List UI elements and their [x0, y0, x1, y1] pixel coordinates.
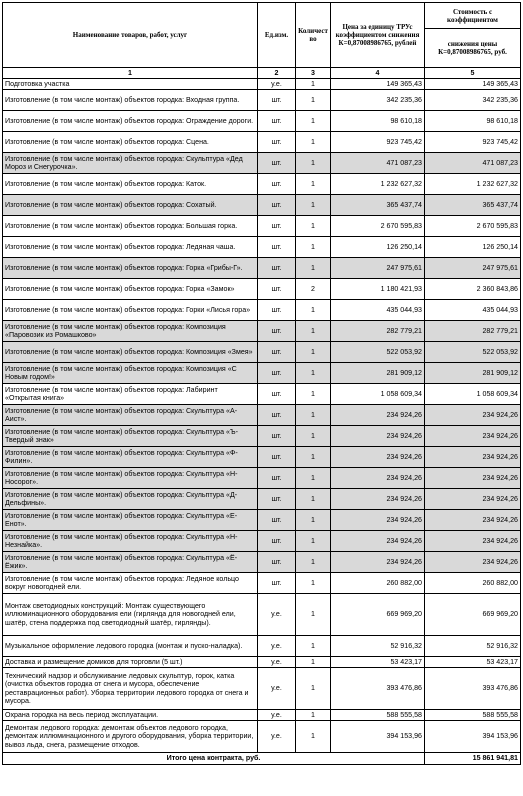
- table-row: [3, 132, 521, 153]
- item-cost: 234 924,26: [425, 426, 521, 447]
- item-unit: шт.: [258, 384, 296, 405]
- item-unit: шт.: [258, 237, 296, 258]
- item-unit: шт.: [258, 531, 296, 552]
- item-cost: 234 924,26: [425, 531, 521, 552]
- item-qty: 1: [296, 342, 331, 363]
- item-name: Демонтаж ледового городка: демонтаж объектов ледового городка, демонтаж иллюминационного и другого оборудования, уборка территории, вывоз льда, снега, размещение отходов.: [3, 721, 258, 753]
- item-cost: 522 053,92: [425, 342, 521, 363]
- item-name: Доставка и размещение домиков для торговли (5 шт.): [3, 657, 258, 668]
- item-name: Изготовление (в том числе монтаж) объектов городка: Скульптура «Н-Носорог».: [3, 468, 258, 489]
- item-qty: 1: [296, 132, 331, 153]
- column-number: 4: [331, 68, 425, 79]
- item-price: 247 975,61: [331, 258, 425, 279]
- total-label: Итого цена контракта, руб.: [3, 753, 425, 765]
- table-row: [3, 363, 521, 384]
- table-row: [3, 426, 521, 447]
- item-name: Изготовление (в том числе монтаж) объектов городка: Скульптура «Н-Незнайка».: [3, 531, 258, 552]
- item-unit: шт.: [258, 426, 296, 447]
- item-price: 669 969,20: [331, 594, 425, 636]
- item-cost: 281 909,12: [425, 363, 521, 384]
- header-cost-group: Стоимость с коэффициентом: [425, 3, 521, 29]
- item-price: 588 555,58: [331, 710, 425, 721]
- table-row: [3, 342, 521, 363]
- table-row: [3, 510, 521, 531]
- item-unit: у.е.: [258, 721, 296, 753]
- item-name: Изготовление (в том числе монтаж) объектов городка: Композиция «С Новым годом!»: [3, 363, 258, 384]
- table-row: [3, 552, 521, 573]
- item-name: Изготовление (в том числе монтаж) объектов городка: Входная группа.: [3, 90, 258, 111]
- item-price: 234 924,26: [331, 468, 425, 489]
- table-row: [3, 384, 521, 405]
- item-price: 98 610,18: [331, 111, 425, 132]
- item-qty: 1: [296, 384, 331, 405]
- item-name: Изготовление (в том числе монтаж) объектов городка: Лабиринт «Открытая книга»: [3, 384, 258, 405]
- item-name: Изготовление (в том числе монтаж) объектов городка: Скульптура «Ф-Филин».: [3, 447, 258, 468]
- item-cost: 669 969,20: [425, 594, 521, 636]
- item-name: Изготовление (в том числе монтаж) объектов городка: Большая горка.: [3, 216, 258, 237]
- item-price: 282 779,21: [331, 321, 425, 342]
- table-row: [3, 174, 521, 195]
- item-name: Изготовление (в том числе монтаж) объектов городка: Скульптура «Д-Дельфины».: [3, 489, 258, 510]
- item-price: 522 053,92: [331, 342, 425, 363]
- item-cost: 260 882,00: [425, 573, 521, 594]
- item-cost: 471 087,23: [425, 153, 521, 174]
- item-name: Подготовка участка: [3, 79, 258, 90]
- item-price: 435 044,93: [331, 300, 425, 321]
- item-price: 1 058 609,34: [331, 384, 425, 405]
- table-row: [3, 79, 521, 90]
- item-qty: 1: [296, 552, 331, 573]
- item-price: 393 476,86: [331, 668, 425, 710]
- table-row: [3, 573, 521, 594]
- item-price: 923 745,42: [331, 132, 425, 153]
- item-unit: шт.: [258, 111, 296, 132]
- item-price: 2 670 595,83: [331, 216, 425, 237]
- item-price: 234 924,26: [331, 447, 425, 468]
- item-unit: шт.: [258, 447, 296, 468]
- item-qty: 1: [296, 153, 331, 174]
- item-qty: 1: [296, 710, 331, 721]
- item-name: Изготовление (в том числе монтаж) объектов городка: Каток.: [3, 174, 258, 195]
- item-name: Изготовление (в том числе монтаж) объектов городка: Композиция «Змея»: [3, 342, 258, 363]
- table-row: [3, 405, 521, 426]
- item-qty: 1: [296, 573, 331, 594]
- table-row: [3, 668, 521, 710]
- column-number: 5: [425, 68, 521, 79]
- item-name: Изготовление (в том числе монтаж) объектов городка: Скульптура «Ъ-Твердый знак»: [3, 426, 258, 447]
- item-cost: 1 058 609,34: [425, 384, 521, 405]
- item-cost: 393 476,86: [425, 668, 521, 710]
- item-name: Изготовление (в том числе монтаж) объектов городка: Горки «Лисья гора»: [3, 300, 258, 321]
- item-cost: 234 924,26: [425, 405, 521, 426]
- item-qty: 1: [296, 426, 331, 447]
- item-name: Изготовление (в том числе монтаж) объектов городка: Сцена.: [3, 132, 258, 153]
- item-qty: 1: [296, 405, 331, 426]
- item-price: 234 924,26: [331, 426, 425, 447]
- item-unit: шт.: [258, 216, 296, 237]
- item-cost: 923 745,42: [425, 132, 521, 153]
- column-number: 2: [258, 68, 296, 79]
- item-unit: шт.: [258, 153, 296, 174]
- item-cost: 588 555,58: [425, 710, 521, 721]
- item-unit: у.е.: [258, 636, 296, 657]
- item-name: Изготовление (в том числе монтаж) объектов городка: Сохатый.: [3, 195, 258, 216]
- table-row: [3, 594, 521, 636]
- table-row: [3, 531, 521, 552]
- item-cost: 282 779,21: [425, 321, 521, 342]
- item-price: 281 909,12: [331, 363, 425, 384]
- header-unit: Ед.изм.: [258, 3, 296, 68]
- item-qty: 1: [296, 79, 331, 90]
- item-unit: шт.: [258, 552, 296, 573]
- item-price: 234 924,26: [331, 405, 425, 426]
- item-price: 471 087,23: [331, 153, 425, 174]
- item-cost: 1 232 627,32: [425, 174, 521, 195]
- column-number: 1: [3, 68, 258, 79]
- item-unit: у.е.: [258, 594, 296, 636]
- item-cost: 126 250,14: [425, 237, 521, 258]
- item-name: Изготовление (в том числе монтаж) объектов городка: Скульптура «А-Аист».: [3, 405, 258, 426]
- item-name: Изготовление (в том числе монтаж) объектов городка: Композиция «Паровозик из Ромашково»: [3, 321, 258, 342]
- item-qty: 1: [296, 363, 331, 384]
- table-row: [3, 468, 521, 489]
- item-unit: шт.: [258, 510, 296, 531]
- item-name: Изготовление (в том числе монтаж) объектов городка: Ограждение дороги.: [3, 111, 258, 132]
- pricing-table: [2, 2, 521, 765]
- item-qty: 1: [296, 510, 331, 531]
- item-price: 126 250,14: [331, 237, 425, 258]
- table-row: [3, 153, 521, 174]
- item-price: 234 924,26: [331, 531, 425, 552]
- item-price: 234 924,26: [331, 552, 425, 573]
- item-name: Изготовление (в том числе монтаж) объектов городка: Скульптура «Ё-Ёжик».: [3, 552, 258, 573]
- item-cost: 52 916,32: [425, 636, 521, 657]
- item-qty: 1: [296, 657, 331, 668]
- item-qty: 1: [296, 447, 331, 468]
- item-qty: 1: [296, 489, 331, 510]
- table-row: [3, 90, 521, 111]
- item-qty: 2: [296, 279, 331, 300]
- item-unit: шт.: [258, 195, 296, 216]
- item-name: Монтаж светодиодных конструкций: Монтаж существующего иллюминационного оборудования ели (гирлянда для новогодней ели, шатёр, стена поддержка под светодиодный шатёр, гирлянды).: [3, 594, 258, 636]
- item-unit: шт.: [258, 279, 296, 300]
- item-qty: 1: [296, 721, 331, 753]
- item-cost: 365 437,74: [425, 195, 521, 216]
- item-price: 260 882,00: [331, 573, 425, 594]
- item-qty: 1: [296, 300, 331, 321]
- item-name: Изготовление (в том числе монтаж) объектов городка: Скульптура «Е-Енот».: [3, 510, 258, 531]
- item-unit: шт.: [258, 342, 296, 363]
- total-row: [3, 753, 521, 765]
- item-qty: 1: [296, 594, 331, 636]
- header-qty: Количест во: [296, 3, 331, 68]
- item-unit: шт.: [258, 174, 296, 195]
- item-cost: 98 610,18: [425, 111, 521, 132]
- item-name: Охрана городка на весь период эксплуатации.: [3, 710, 258, 721]
- item-cost: 342 235,36: [425, 90, 521, 111]
- table-body: [3, 79, 521, 753]
- item-qty: 1: [296, 174, 331, 195]
- item-qty: 1: [296, 468, 331, 489]
- item-cost: 247 975,61: [425, 258, 521, 279]
- item-price: 234 924,26: [331, 510, 425, 531]
- item-price: 342 235,36: [331, 90, 425, 111]
- table-row: [3, 300, 521, 321]
- table-row: [3, 216, 521, 237]
- header-name: Наименование товаров, работ, услуг: [3, 3, 258, 68]
- item-unit: шт.: [258, 468, 296, 489]
- item-unit: у.е.: [258, 668, 296, 710]
- column-number: 3: [296, 68, 331, 79]
- item-cost: 234 924,26: [425, 510, 521, 531]
- item-unit: шт.: [258, 258, 296, 279]
- item-cost: 234 924,26: [425, 447, 521, 468]
- header-price: Цена за единицу ТРУс коэффициентом снижения К=0,87008986765, рублей: [331, 3, 425, 68]
- item-qty: 1: [296, 531, 331, 552]
- table-row: [3, 489, 521, 510]
- table-row: [3, 447, 521, 468]
- item-name: Изготовление (в том числе монтаж) объектов городка: Горка «Замок»: [3, 279, 258, 300]
- item-qty: 1: [296, 195, 331, 216]
- item-qty: 1: [296, 90, 331, 111]
- item-unit: шт.: [258, 573, 296, 594]
- item-cost: 2 670 595,83: [425, 216, 521, 237]
- item-name: Изготовление (в том числе монтаж) объектов городка: Скульптура «Дед Мороз и Снегурочка».: [3, 153, 258, 174]
- table-row: [3, 237, 521, 258]
- item-price: 1 180 421,93: [331, 279, 425, 300]
- header-cost: снижения цены К=0,87008986765, руб.: [425, 29, 521, 68]
- item-cost: 394 153,96: [425, 721, 521, 753]
- item-name: Изготовление (в том числе монтаж) объектов городка: Ледяная чаша.: [3, 237, 258, 258]
- item-cost: 234 924,26: [425, 552, 521, 573]
- item-qty: 1: [296, 111, 331, 132]
- item-unit: шт.: [258, 489, 296, 510]
- item-price: 52 916,32: [331, 636, 425, 657]
- item-qty: 1: [296, 237, 331, 258]
- item-name: Технический надзор и обслуживание ледовых скульптур, горок, катка (очистка объектов городка от снега и мусора, обеспечение реставрационных работ). Уборка территории ледового городка от снега и мусора.: [3, 668, 258, 710]
- item-cost: 149 365,43: [425, 79, 521, 90]
- table-row: [3, 111, 521, 132]
- item-qty: 1: [296, 321, 331, 342]
- item-unit: шт.: [258, 321, 296, 342]
- item-cost: 234 924,26: [425, 489, 521, 510]
- item-cost: 234 924,26: [425, 468, 521, 489]
- table-row: [3, 195, 521, 216]
- item-cost: 2 360 843,86: [425, 279, 521, 300]
- item-unit: у.е.: [258, 710, 296, 721]
- item-price: 1 232 627,32: [331, 174, 425, 195]
- item-unit: у.е.: [258, 79, 296, 90]
- item-unit: шт.: [258, 363, 296, 384]
- item-qty: 1: [296, 258, 331, 279]
- table-row: [3, 721, 521, 753]
- item-cost: 435 044,93: [425, 300, 521, 321]
- table-row: [3, 657, 521, 668]
- item-unit: шт.: [258, 90, 296, 111]
- item-price: 365 437,74: [331, 195, 425, 216]
- item-unit: у.е.: [258, 657, 296, 668]
- item-name: Изготовление (в том числе монтаж) объектов городка: Ледяное кольцо вокруг новогодней ели.: [3, 573, 258, 594]
- item-name: Музыкальное оформление ледового городка (монтаж и пуско-наладка).: [3, 636, 258, 657]
- item-price: 53 423,17: [331, 657, 425, 668]
- table-row: [3, 710, 521, 721]
- item-unit: шт.: [258, 300, 296, 321]
- item-unit: шт.: [258, 132, 296, 153]
- item-price: 394 153,96: [331, 721, 425, 753]
- item-qty: 1: [296, 668, 331, 710]
- item-name: Изготовление (в том числе монтаж) объектов городка: Горка «Грибы-Г».: [3, 258, 258, 279]
- table-row: [3, 321, 521, 342]
- table-row: [3, 258, 521, 279]
- total-value: 15 861 941,81: [425, 753, 521, 765]
- item-price: 234 924,26: [331, 489, 425, 510]
- item-qty: 1: [296, 216, 331, 237]
- item-unit: шт.: [258, 405, 296, 426]
- item-qty: 1: [296, 636, 331, 657]
- item-price: 149 365,43: [331, 79, 425, 90]
- item-cost: 53 423,17: [425, 657, 521, 668]
- table-row: [3, 636, 521, 657]
- table-row: [3, 279, 521, 300]
